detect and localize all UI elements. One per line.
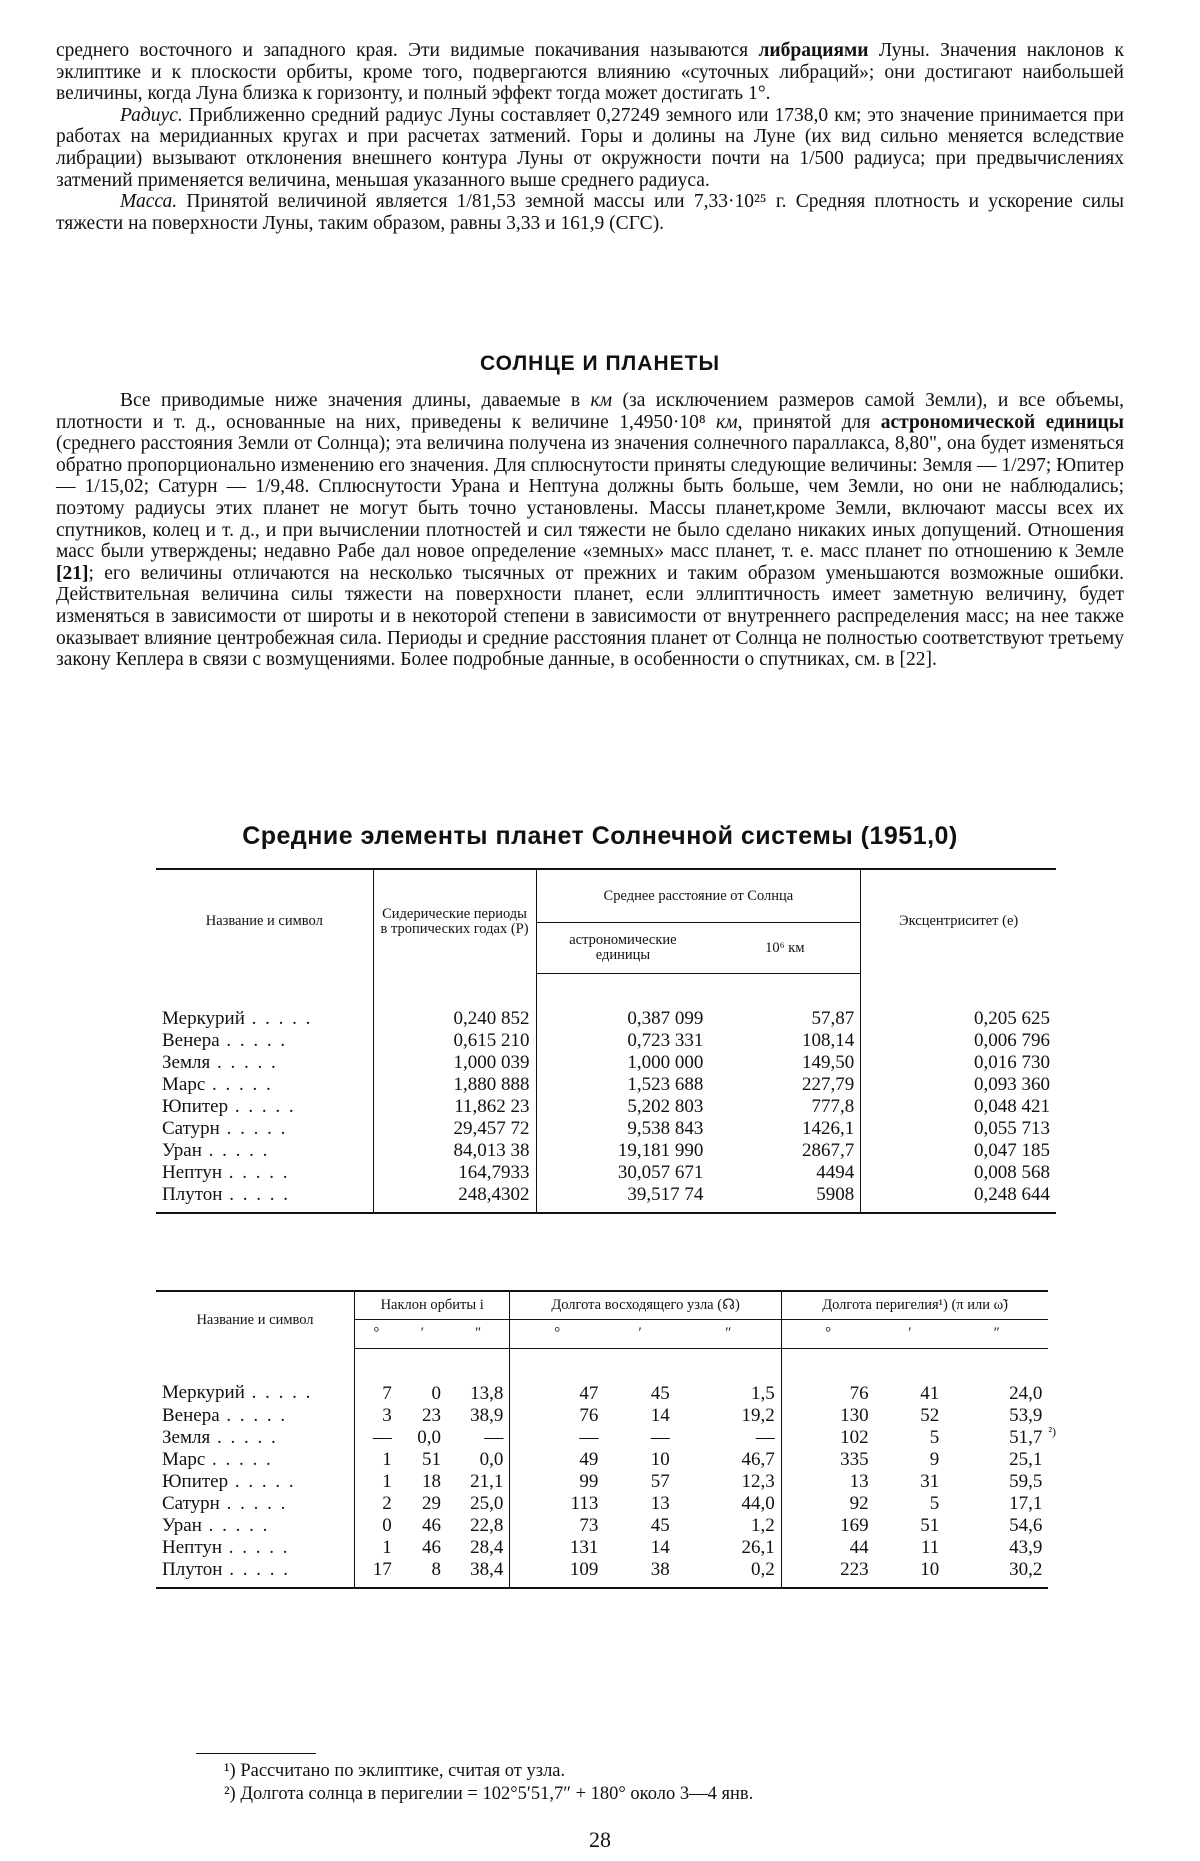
- distance-km: 149,50: [802, 1052, 855, 1073]
- node-min: 14: [650, 1404, 670, 1426]
- t1-header-period: Сидерические периоды в тропических годах (P): [373, 869, 536, 974]
- reference-21: [21]: [56, 562, 89, 584]
- distance-au: 1,523 688: [536, 1074, 709, 1096]
- eccentricity: 0,048 421: [861, 1096, 1056, 1118]
- planet-name: Марс . . .: [156, 1449, 355, 1471]
- table-row: [156, 1118, 1056, 1140]
- para-part-c: , принятой для: [737, 411, 881, 433]
- perihelion-min: 5: [929, 1492, 940, 1514]
- perihelion-sec: 24,0: [1009, 1382, 1043, 1404]
- distance-km: 57,87: [811, 1008, 855, 1029]
- distance-km: 108,14: [802, 1030, 855, 1051]
- distance-km: 227,79: [802, 1074, 855, 1095]
- radius-text: Приближенно средний радиус Луны составляет 0,27249 земного или 1738,0 км; это значение принимается при работах на меридианных кругах и при расчетах затмений. Горы и долины на Луне (их вид сильно меняется вследствие либрации) вызывают отклонения внешнего контура Луны от окружности почти на 1/500 радиуса; при предвычислениях затмений применяется величина, меньшая указанного выше среднего радиуса.: [56, 104, 1124, 191]
- perihelion-deg: 92: [781, 1493, 874, 1515]
- t2-unit-min: ′: [398, 1320, 447, 1348]
- sidereal-period: 164,7933: [373, 1162, 536, 1184]
- eccentricity: 0,248 644: [861, 1184, 1056, 1213]
- libration-text: среднего восточного и западного края. Эти видимые покачивания называются: [56, 40, 749, 61]
- table-row: [156, 1537, 1056, 1559]
- perihelion-sec: 17,1: [1009, 1492, 1043, 1514]
- node-min: 13: [650, 1492, 670, 1514]
- planet-name: Марс . . .: [156, 1074, 373, 1096]
- planet-name: Юпитер . . .: [156, 1471, 355, 1493]
- planet-name: Сатурн . . .: [156, 1493, 355, 1515]
- sidereal-period: 0,240 852: [373, 974, 536, 1031]
- radius-paragraph: [56, 105, 1124, 191]
- distance-au: 5,202 803: [536, 1096, 709, 1118]
- t1-header-km: 10⁶ км: [709, 923, 860, 974]
- eccentricity: 0,006 796: [861, 1030, 1056, 1052]
- inclination-min: 23: [421, 1404, 441, 1426]
- table-row: [156, 1074, 1056, 1096]
- node-min: 38: [604, 1559, 675, 1588]
- inclination-min: 29: [421, 1492, 441, 1514]
- distance-au: 9,538 843: [536, 1118, 709, 1140]
- t2-header-peri: Долгота перигелия¹) (π или ω̃): [781, 1291, 1048, 1320]
- t2-unit-min: ′: [875, 1320, 946, 1348]
- note-cell: [1048, 1424, 1056, 1449]
- table-row: [156, 1140, 1056, 1162]
- inclination-deg: 1: [355, 1537, 398, 1559]
- inclination-min: 51: [421, 1448, 441, 1470]
- t2-header-node: Долгота восходящего узла (☊): [510, 1291, 781, 1320]
- perihelion-min: 51: [920, 1514, 940, 1536]
- node-sec: —: [755, 1426, 775, 1448]
- para-part-b: (за исключением размеров самой Земли), и все объемы, плотности и т. д., основанные на них, приведены к величине 1,4950·10⁸: [56, 390, 1124, 433]
- node-sec: 46,7: [741, 1448, 775, 1470]
- sidereal-period: 0,615 210: [373, 1030, 536, 1052]
- libration-text-rest: Луны. Значения наклонов к эклиптике и к плоскости орбиты, кроме того, подвергаются влиянию «суточных либраций»; они достигают наибольшей величины, когда Луна близка к горизонту, и полный эффект тогда может достигать 1°.: [56, 40, 1125, 105]
- perihelion-min: 41: [920, 1382, 940, 1404]
- distance-km: 4494: [816, 1162, 855, 1183]
- inclination-min: 46: [421, 1536, 441, 1558]
- planet-name: Венера . . .: [156, 1030, 373, 1052]
- node-sec: 26,1: [741, 1536, 775, 1558]
- perihelion-min: 9: [929, 1448, 940, 1470]
- para-part-f: .: [932, 649, 937, 671]
- node-min: 57: [650, 1470, 670, 1492]
- node-sec: 44,0: [741, 1492, 775, 1514]
- section-body: [56, 390, 1124, 671]
- node-min: 14: [650, 1536, 670, 1558]
- t2-header-name: Название и символ: [156, 1291, 355, 1348]
- perihelion-sec: 25,1: [1009, 1448, 1043, 1470]
- table-row: [156, 1471, 1056, 1493]
- inclination-min: 18: [421, 1470, 441, 1492]
- distance-au: 1,000 000: [536, 1052, 709, 1074]
- t1-header-name: Название и символ: [156, 869, 373, 974]
- perihelion-min: 31: [920, 1470, 940, 1492]
- orbital-table-1: [156, 868, 1056, 1214]
- distance-km: 1426,1: [802, 1118, 855, 1139]
- perihelion-sec: 51,7: [1009, 1426, 1043, 1448]
- inclination-deg: 17: [355, 1559, 398, 1588]
- node-deg: 73: [510, 1515, 605, 1537]
- t2-body: [156, 1348, 1056, 1588]
- distance-au: 39,517 74: [536, 1184, 709, 1213]
- inclination-sec: 38,9: [470, 1404, 504, 1426]
- radius-label: Радиус.: [120, 104, 183, 126]
- inclination-sec: 28,4: [470, 1536, 504, 1558]
- distance-au: 0,723 331: [536, 1030, 709, 1052]
- para-part-d: (среднего расстояния Земли от Солнца); эта величина получена из значения солнечного параллакса, 8,80", она будет изменяться обратно пропорционально изменению его значения. Для сплюснутости приняты следующие величины: Земля — 1/297; Юпитер — 1/15,02; Сатурн — 1/9,48. Сплюснутости Урана и Нептуна должны быть больше, чем Земли, но они не наблюдались; поэтому радиусы этих планет не могут быть точно установлены. Массы планет,кроме Земли, включают массы всех их спутников, колец и т. д., и при вычислении плотностей и сил тяжести не было сделано никаких иных допущений. Отношения масс были утверждены; недавно Рабе дал новое определение «земных» масс планет, т. е. масс планет по отношению к Земле: [56, 433, 1124, 563]
- perihelion-sec: 30,2: [945, 1559, 1048, 1588]
- inclination-deg: —: [355, 1427, 398, 1449]
- t2-unit-sec: ″: [676, 1320, 781, 1348]
- inclination-sec: 25,0: [470, 1492, 504, 1514]
- table-row: [156, 1096, 1056, 1118]
- perihelion-deg: 335: [781, 1449, 874, 1471]
- node-deg: 49: [510, 1449, 605, 1471]
- planet-name: Меркурий . . .: [156, 1348, 355, 1405]
- node-deg: 99: [510, 1471, 605, 1493]
- table-row: [156, 1405, 1056, 1427]
- eccentricity: 0,205 625: [861, 974, 1056, 1031]
- table-row: [156, 1493, 1056, 1515]
- planet-name: Плутон . . .: [156, 1184, 373, 1213]
- node-min: 45: [650, 1382, 670, 1404]
- node-min: —: [650, 1426, 670, 1448]
- node-sec: 0,2: [676, 1559, 781, 1588]
- libration-paragraph: [56, 40, 1124, 105]
- t1-header-au: астрономические единицы: [536, 923, 709, 974]
- table-row: [156, 1348, 1056, 1405]
- distance-au: 30,057 671: [536, 1162, 709, 1184]
- footnote-1: ¹) Рассчитано по эклиптике, считая от узла.: [224, 1761, 566, 1781]
- footnote-marker: ²): [1048, 1424, 1056, 1439]
- table-title: Средние элементы планет Солнечной системы (1951,0): [242, 822, 958, 850]
- node-min: 10: [650, 1448, 670, 1470]
- planet-name: Плутон . . .: [156, 1559, 355, 1588]
- inclination-deg: 0: [355, 1515, 398, 1537]
- perihelion-deg: 102: [781, 1427, 874, 1449]
- inclination-deg: 1: [355, 1449, 398, 1471]
- libration-term: либрациями: [758, 40, 869, 61]
- inclination-deg: 3: [355, 1405, 398, 1427]
- perihelion-deg: 13: [781, 1471, 874, 1493]
- perihelion-min: 10: [875, 1559, 946, 1588]
- sun-planets-paragraph: [56, 390, 1124, 671]
- t2-unit-sec: ″: [945, 1320, 1048, 1348]
- planet-name: Юпитер . . .: [156, 1096, 373, 1118]
- table-row: [156, 1030, 1056, 1052]
- t2-unit-deg: °: [355, 1320, 398, 1348]
- distance-au: 0,387 099: [536, 974, 709, 1031]
- distance-km: 777,8: [811, 1096, 855, 1117]
- inclination-sec: 22,8: [470, 1514, 504, 1536]
- para-part-e: ; его величины отличаются на несколько тысячных от прежних и таким образом уменьшаются возможные ошибки. Действительная величина силы тяжести на поверхности планет, если эллиптичность имеет заметную величину, будет изменяться в зависимости от широты и в некоторой степени в зависимости от внутреннего распределения масс; на нее также оказывает влияние центробежная сила. Периоды и средние расстояния планет от Солнца не полностью соответствуют третьему закону Кеплера в связи с возмущениями. Более подробные данные, в особенности о спутниках, см. в: [56, 562, 1124, 671]
- perihelion-sec: 54,6: [1009, 1514, 1043, 1536]
- sidereal-period: 11,862 23: [373, 1096, 536, 1118]
- distance-km: 2867,7: [802, 1140, 855, 1161]
- eccentricity: 0,047 185: [861, 1140, 1056, 1162]
- inclination-min: 0,0: [417, 1426, 441, 1448]
- section-title: СОЛНЦЕ И ПЛАНЕТЫ: [479, 352, 721, 375]
- unit-km: км: [590, 390, 613, 411]
- intro-text: [56, 40, 1124, 234]
- t2-unit-deg: °: [781, 1320, 874, 1348]
- planet-name: Уран . . .: [156, 1515, 355, 1537]
- node-sec: 19,2: [741, 1404, 775, 1426]
- inclination-min: 0: [431, 1382, 441, 1404]
- perihelion-sec: 59,5: [1009, 1470, 1043, 1492]
- node-deg: 47: [510, 1348, 605, 1405]
- table-row: [156, 1052, 1056, 1074]
- inclination-sec: 38,4: [447, 1559, 510, 1588]
- planet-name: Земля . . .: [156, 1052, 373, 1074]
- table-row: [156, 1427, 1056, 1449]
- t2-unit-sec: ″: [447, 1320, 510, 1348]
- inclination-sec: 0,0: [479, 1448, 504, 1470]
- t2-unit-deg: °: [510, 1320, 605, 1348]
- node-sec: 1,5: [751, 1382, 775, 1404]
- sidereal-period: 84,013 38: [373, 1140, 536, 1162]
- node-sec: 12,3: [741, 1470, 775, 1492]
- planet-name: Меркурий . . .: [156, 974, 373, 1031]
- node-deg: 131: [510, 1537, 605, 1559]
- footnote-rule: [196, 1753, 316, 1754]
- sidereal-period: 29,457 72: [373, 1118, 536, 1140]
- inclination-deg: 7: [355, 1348, 398, 1405]
- unit-km-2: км: [716, 411, 738, 433]
- perihelion-sec: 53,9: [1009, 1404, 1043, 1426]
- planet-name: Венера . . .: [156, 1405, 355, 1427]
- orbital-table-2: [156, 1290, 1056, 1589]
- inclination-min: 8: [398, 1559, 447, 1588]
- sidereal-period: 1,000 039: [373, 1052, 536, 1074]
- planet-name: Земля . . .: [156, 1427, 355, 1449]
- inclination-sec: 13,8: [470, 1382, 504, 1404]
- perihelion-sec: 43,9: [1009, 1536, 1043, 1558]
- reference-22: [22]: [899, 649, 932, 671]
- planet-name: Уран . . .: [156, 1140, 373, 1162]
- planet-name: Нептун . . .: [156, 1537, 355, 1559]
- inclination-deg: 2: [355, 1493, 398, 1515]
- table-row: [156, 1184, 1056, 1213]
- inclination-sec: 21,1: [470, 1470, 504, 1492]
- node-deg: —: [510, 1427, 605, 1449]
- distance-km: 5908: [709, 1184, 860, 1213]
- para-part-a: Все приводимые ниже значения длины, даваемые в: [120, 390, 591, 411]
- t2-unit-min: ′: [604, 1320, 675, 1348]
- table-row: [156, 1559, 1056, 1588]
- au-term: астрономической единицы: [880, 411, 1125, 433]
- t1-body: [156, 974, 1056, 1214]
- node-sec: 1,2: [751, 1514, 775, 1536]
- node-deg: 113: [510, 1493, 605, 1515]
- table-row: [156, 1515, 1056, 1537]
- inclination-sec: —: [484, 1426, 504, 1448]
- eccentricity: 0,008 568: [861, 1162, 1056, 1184]
- node-min: 45: [650, 1514, 670, 1536]
- t2-header-incl: Наклон орбиты i: [355, 1291, 510, 1320]
- perihelion-deg: 44: [781, 1537, 874, 1559]
- eccentricity: 0,016 730: [861, 1052, 1056, 1074]
- table-row: [156, 974, 1056, 1031]
- table-row: [156, 1162, 1056, 1184]
- inclination-min: 46: [421, 1514, 441, 1536]
- sidereal-period: 248,4302: [373, 1184, 536, 1213]
- inclination-deg: 1: [355, 1471, 398, 1493]
- planet-name: Сатурн . . .: [156, 1118, 373, 1140]
- t1-header-distance: Среднее расстояние от Солнца: [536, 869, 861, 923]
- t1-header-ecc: Эксцентриситет (e): [861, 869, 1056, 974]
- perihelion-deg: 76: [781, 1348, 874, 1405]
- mass-label: Масса.: [120, 191, 178, 213]
- eccentricity: 0,055 713: [861, 1118, 1056, 1140]
- mass-text: Принятой величиной является 1/81,53 земной массы или 7,33·10²⁵ г. Средняя плотность и ускорение силы тяжести на поверхности Луны, таким образом, равны 3,33 и 161,9 (СГС).: [56, 191, 1124, 234]
- page-number: 28: [589, 1827, 611, 1852]
- perihelion-deg: 169: [781, 1515, 874, 1537]
- perihelion-deg: 130: [781, 1405, 874, 1427]
- sidereal-period: 1,880 888: [373, 1074, 536, 1096]
- node-deg: 109: [510, 1559, 605, 1588]
- perihelion-min: 5: [929, 1426, 940, 1448]
- perihelion-deg: 223: [781, 1559, 874, 1588]
- perihelion-min: 52: [920, 1404, 940, 1426]
- distance-au: 19,181 990: [536, 1140, 709, 1162]
- planet-name: Нептун . . .: [156, 1162, 373, 1184]
- mass-paragraph: [56, 191, 1124, 234]
- eccentricity: 0,093 360: [861, 1074, 1056, 1096]
- table-row: [156, 1449, 1056, 1471]
- perihelion-min: 11: [920, 1536, 940, 1558]
- node-deg: 76: [510, 1405, 605, 1427]
- footnote-2: ²) Долгота солнца в перигелии = 102°5′51,7″ + 180° около 3—4 янв.: [224, 1784, 754, 1804]
